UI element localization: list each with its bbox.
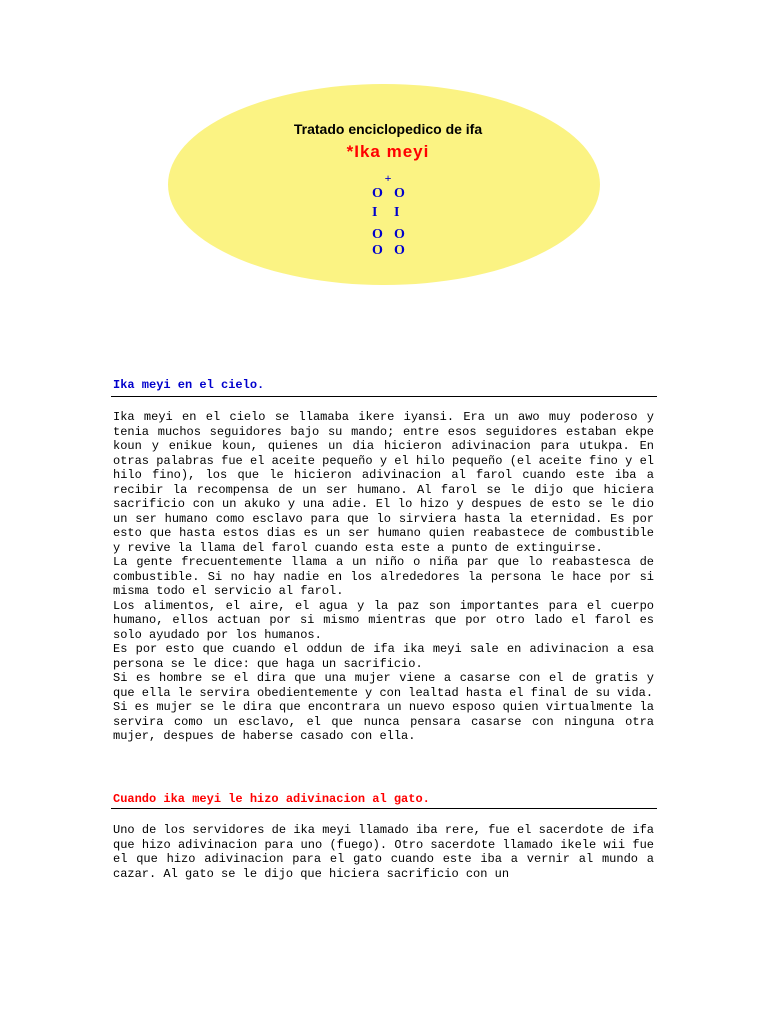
- odu-sign-row: [372, 243, 416, 259]
- paragraph: La gente frecuentemente llama a un niño o niña par que lo reabastesca de combustible. Si no hay nadie en los alrededores la persona le hace por si misma todo el servicio al farol.: [113, 555, 654, 598]
- sign-mark: I: [394, 205, 400, 220]
- odu-sign-row: [372, 227, 416, 243]
- paragraph: Si es mujer se le dira que encontrara un nuevo esposo quien virtualmente la servira como un esclavo, el que nunca pensara casarse con ninguna otra mujer, despues de haberse casado con ella.: [113, 700, 654, 743]
- section-heading: Cuando ika meyi le hizo adivinacion al gato.: [113, 792, 430, 806]
- sign-plus: +: [384, 171, 392, 185]
- sign-mark: O: [394, 243, 405, 258]
- section-heading: Ika meyi en el cielo.: [113, 378, 265, 392]
- sign-mark: O: [372, 227, 383, 242]
- paragraph: Es por esto que cuando el oddun de ifa ika meyi sale en adivinacion a esa persona se le dice: que haga un sacrificio.: [113, 642, 654, 671]
- section-body: [113, 410, 654, 744]
- sign-mark: O: [394, 227, 405, 242]
- sign-mark: O: [372, 243, 383, 258]
- section-divider: [111, 396, 657, 397]
- paragraph: Ika meyi en el cielo se llamaba ikere iyansi. Era un awo muy poderoso y tenia muchos seguidores bajo su mando; entre esos seguidores estaban ekpe koun y enikue koun, quienes un dia hicieron adivinacion para utukpa. En otras palabras fue el aceite pequeño y el hilo pequeño (el aceite fino y el hilo fino), los que le hicieron adivinacion al farol cuando este iba a recibir la recompensa de un ser humano. Al farol se le dijo que hiciera sacrificio con un akuko y una adie. El lo hizo y despues de esto se le dio un ser humano como esclavo para que lo sirviera hasta la eternidad. Es por esto que hasta estos dias es un ser humano quien reabastece de combustible y revive la llama del farol cuando esta este a punto de extinguirse.: [113, 410, 654, 555]
- odu-sign-row: [372, 186, 416, 202]
- sign-mark: O: [394, 186, 405, 201]
- section-divider: [111, 808, 657, 809]
- paragraph: Los alimentos, el aire, el agua y la paz son importantes para el cuerpo humano, ellos actuan por si mismo mientras que por otro lado el farol es solo ayudado por los humanos.: [113, 598, 654, 642]
- sign-mark: O: [372, 186, 383, 201]
- document-title: Tratado enciclopedico de ifa: [293, 121, 483, 137]
- paragraph: Si es hombre se el dira que una mujer viene a casarse con el de gratis y que ella le servira obedientemente y con lealtad hasta el final de su vida.: [113, 671, 654, 700]
- sign-mark: I: [372, 205, 378, 220]
- section-body: [113, 823, 654, 881]
- odu-name: *Ika meyi: [346, 142, 430, 161]
- odu-sign-row: [372, 205, 416, 221]
- paragraph: Uno de los servidores de ika meyi llamado iba rere, fue el sacerdote de ifa que hizo adivinacion para uno (fuego). Otro sacerdote llamado ikele wii fue el que hizo adivinacion para el gato cuando este iba a vernir al mundo a cazar. Al gato se le dijo que hiciera sacrificio con un: [113, 823, 654, 881]
